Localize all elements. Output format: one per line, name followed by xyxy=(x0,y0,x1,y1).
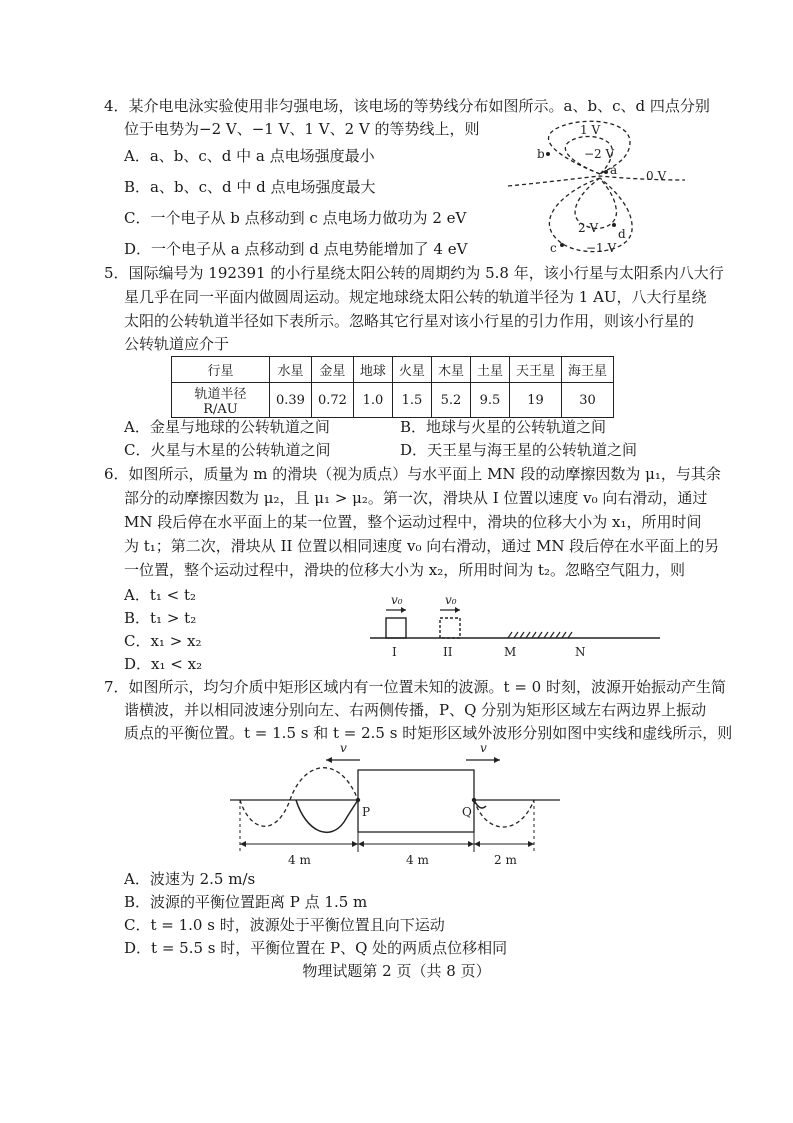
q6-line3: MN 段后停在水平面上的某一位置，整个运动过程中，滑块的位移大小为 x₁，所用时间 xyxy=(124,513,702,531)
q7-label-d3: 2 m xyxy=(494,853,517,867)
q7-option-b: B．波源的平衡位置距离 P 点 1.5 m xyxy=(124,893,368,911)
q5-td-mars: 1.5 xyxy=(392,383,431,418)
q5-td-mercury: 0.39 xyxy=(270,383,312,418)
q6-option-b: B．t₁ > t₂ xyxy=(124,609,197,627)
q5-option-b: B．地球与火星的公转轨道之间 xyxy=(400,418,607,436)
q4-option-a: A．a、b、c、d 中 a 点电场强度最小 xyxy=(124,147,375,165)
q7-right-dashed-wave xyxy=(474,800,534,827)
q6-block-position-2 xyxy=(440,618,460,638)
q5-option-d: D．天王星与海王星的公转轨道之间 xyxy=(400,441,638,459)
q6-line1: 6．如图所示，质量为 m 的滑块（视为质点）与水平面上 MN 段的动摩擦因数为 μ₁，与其余 xyxy=(104,465,721,483)
q4-label-2v: 2 V xyxy=(578,221,599,235)
q7-point-Q xyxy=(472,798,476,802)
q4-point-a xyxy=(604,170,608,174)
q4-label-1v: 1 V xyxy=(580,123,601,137)
q7-label-v-left: v xyxy=(340,741,347,755)
q5-th-neptune: 海王星 xyxy=(561,357,613,383)
q4-label-a: a xyxy=(610,163,618,177)
q6-label-II: II xyxy=(443,645,453,659)
q7-label-P: P xyxy=(362,805,371,819)
q6-line5: 一位置，整个运动过程中，滑块的位移大小为 x₂，所用时间为 t₂。忽略空气阻力，则 xyxy=(124,561,686,579)
q5-th-mars: 火星 xyxy=(392,357,431,383)
q5-th-uranus: 天王星 xyxy=(509,357,561,383)
q4-label-d: d xyxy=(618,227,626,241)
q4-point-b xyxy=(546,152,550,156)
q6-label-v0-2: v₀ xyxy=(445,593,457,607)
q4-option-b: B．a、b、c、d 中 d 点电场强度最大 xyxy=(124,178,376,196)
q4-label-b: b xyxy=(537,147,545,161)
q4-point-d xyxy=(612,223,616,227)
q5-td-uranus: 19 xyxy=(509,383,561,418)
q6-option-d: D．x₁ < x₂ xyxy=(124,655,203,673)
q6-option-a: A．t₁ < t₂ xyxy=(124,586,197,604)
q5-th-earth: 地球 xyxy=(353,357,392,383)
q6-label-I: I xyxy=(392,645,397,659)
q5-option-a: A．金星与地球的公转轨道之间 xyxy=(124,418,330,436)
q4-label-c: c xyxy=(550,241,557,255)
q6-option-c: C．x₁ > x₂ xyxy=(124,632,202,650)
q5-line2: 星几乎在同一平面内做圆周运动。规定地球绕太阳公转的轨道半径为 1 AU，八大行星绕 xyxy=(124,288,707,306)
q7-source-rectangle xyxy=(358,770,474,832)
q4-label-0v: 0 V xyxy=(646,169,667,183)
q7-wave-figure xyxy=(230,740,560,870)
q4-line2: 位于电势为−2 V、−1 V、1 V、2 V 的等势线上，则 xyxy=(124,120,480,138)
q7-label-d1: 4 m xyxy=(288,853,311,867)
q6-line2: 部分的动摩擦因数为 μ₂，且 μ₁ > μ₂。第一次，滑块从 I 位置以速度 v₀ 向右滑动，通过 xyxy=(124,489,708,507)
q4-equipotential-figure xyxy=(500,118,690,258)
q5-table-value-row xyxy=(172,383,614,418)
q5-th-planet: 行星 xyxy=(172,357,270,383)
q6-label-M: M xyxy=(504,645,517,659)
q7-left-dashed-wave xyxy=(240,768,358,827)
q4-label-m2v: −2 V xyxy=(584,147,615,161)
q5-th-jupiter: 木星 xyxy=(431,357,470,383)
q6-label-N: N xyxy=(575,645,586,659)
q6-block-position-1 xyxy=(386,618,406,638)
q6-mn-hatching xyxy=(508,632,572,638)
q7-option-c: C．t = 1.0 s 时，波源处于平衡位置且向下运动 xyxy=(124,916,445,934)
q7-label-v-right: v xyxy=(480,741,487,755)
q5-td-saturn: 9.5 xyxy=(470,383,509,418)
q7-line3: 质点的平衡位置。t = 1.5 s 和 t = 2.5 s 时矩形区域外波形分别如图中实线和虚线所示，则 xyxy=(124,724,733,742)
q5-option-c: C．火星与木星的公转轨道之间 xyxy=(124,441,331,459)
q5-td-earth: 1.0 xyxy=(353,383,392,418)
q7-point-P xyxy=(356,798,360,802)
q7-option-d: D．t = 5.5 s 时，平衡位置在 P、Q 处的两质点位移相同 xyxy=(124,939,508,957)
q5-th-venus: 金星 xyxy=(311,357,353,383)
q6-line4: 为 t₁；第二次，滑块从 II 位置以相同速度 v₀ 向右滑动，通过 MN 段后停在水平面上的另 xyxy=(124,537,720,555)
q4-point-c xyxy=(560,243,564,247)
q5-line3: 太阳的公转轨道半径如下表所示。忽略其它行星对该小行星的引力作用，则该小行星的 xyxy=(124,312,695,330)
q5-td-label: 轨道半径 R/AU xyxy=(172,383,270,418)
q7-line1: 7．如图所示，均匀介质中矩形区域内有一位置未知的波源。t = 0 时刻，波源开始振动产生简 xyxy=(104,678,726,696)
q5-td-neptune: 30 xyxy=(561,383,613,418)
q5-table-header-row xyxy=(172,357,614,383)
q7-line2: 谐横波，并以相同波速分别向左、右两侧传播，P、Q 分别为矩形区域左右两边界上振动 xyxy=(124,701,707,719)
q6-slider-figure xyxy=(370,590,670,670)
q5-orbit-table xyxy=(171,356,614,418)
q7-left-solid-wave xyxy=(296,800,358,832)
page-footer: 物理试题第 2 页（共 8 页） xyxy=(302,962,491,980)
q7-label-d2: 4 m xyxy=(406,853,429,867)
q7-label-Q: Q xyxy=(462,805,472,819)
q5-th-saturn: 土星 xyxy=(470,357,509,383)
q4-label-m1v: −1 V xyxy=(586,241,617,255)
q5-th-mercury: 水星 xyxy=(270,357,312,383)
q6-label-v0-1: v₀ xyxy=(391,593,403,607)
q5-line1: 5．国际编号为 192391 的小行星绕太阳公转的周期约为 5.8 年，该小行星与太阳系内八大行 xyxy=(104,264,724,282)
q4-option-d: D．一个电子从 a 点移动到 d 点电势能增加了 4 eV xyxy=(124,240,468,258)
q5-line4: 公转轨道应介于 xyxy=(124,335,230,353)
q4-line1: 4．某介电电泳实验使用非匀强电场，该电场的等势线分布如图所示。a、b、c、d 四点分别 xyxy=(104,97,710,115)
q5-td-venus: 0.72 xyxy=(311,383,353,418)
q7-option-a: A．波速为 2.5 m/s xyxy=(124,870,256,888)
q5-td-jupiter: 5.2 xyxy=(431,383,470,418)
q4-option-c: C．一个电子从 b 点移动到 c 点电场力做功为 2 eV xyxy=(124,209,467,227)
